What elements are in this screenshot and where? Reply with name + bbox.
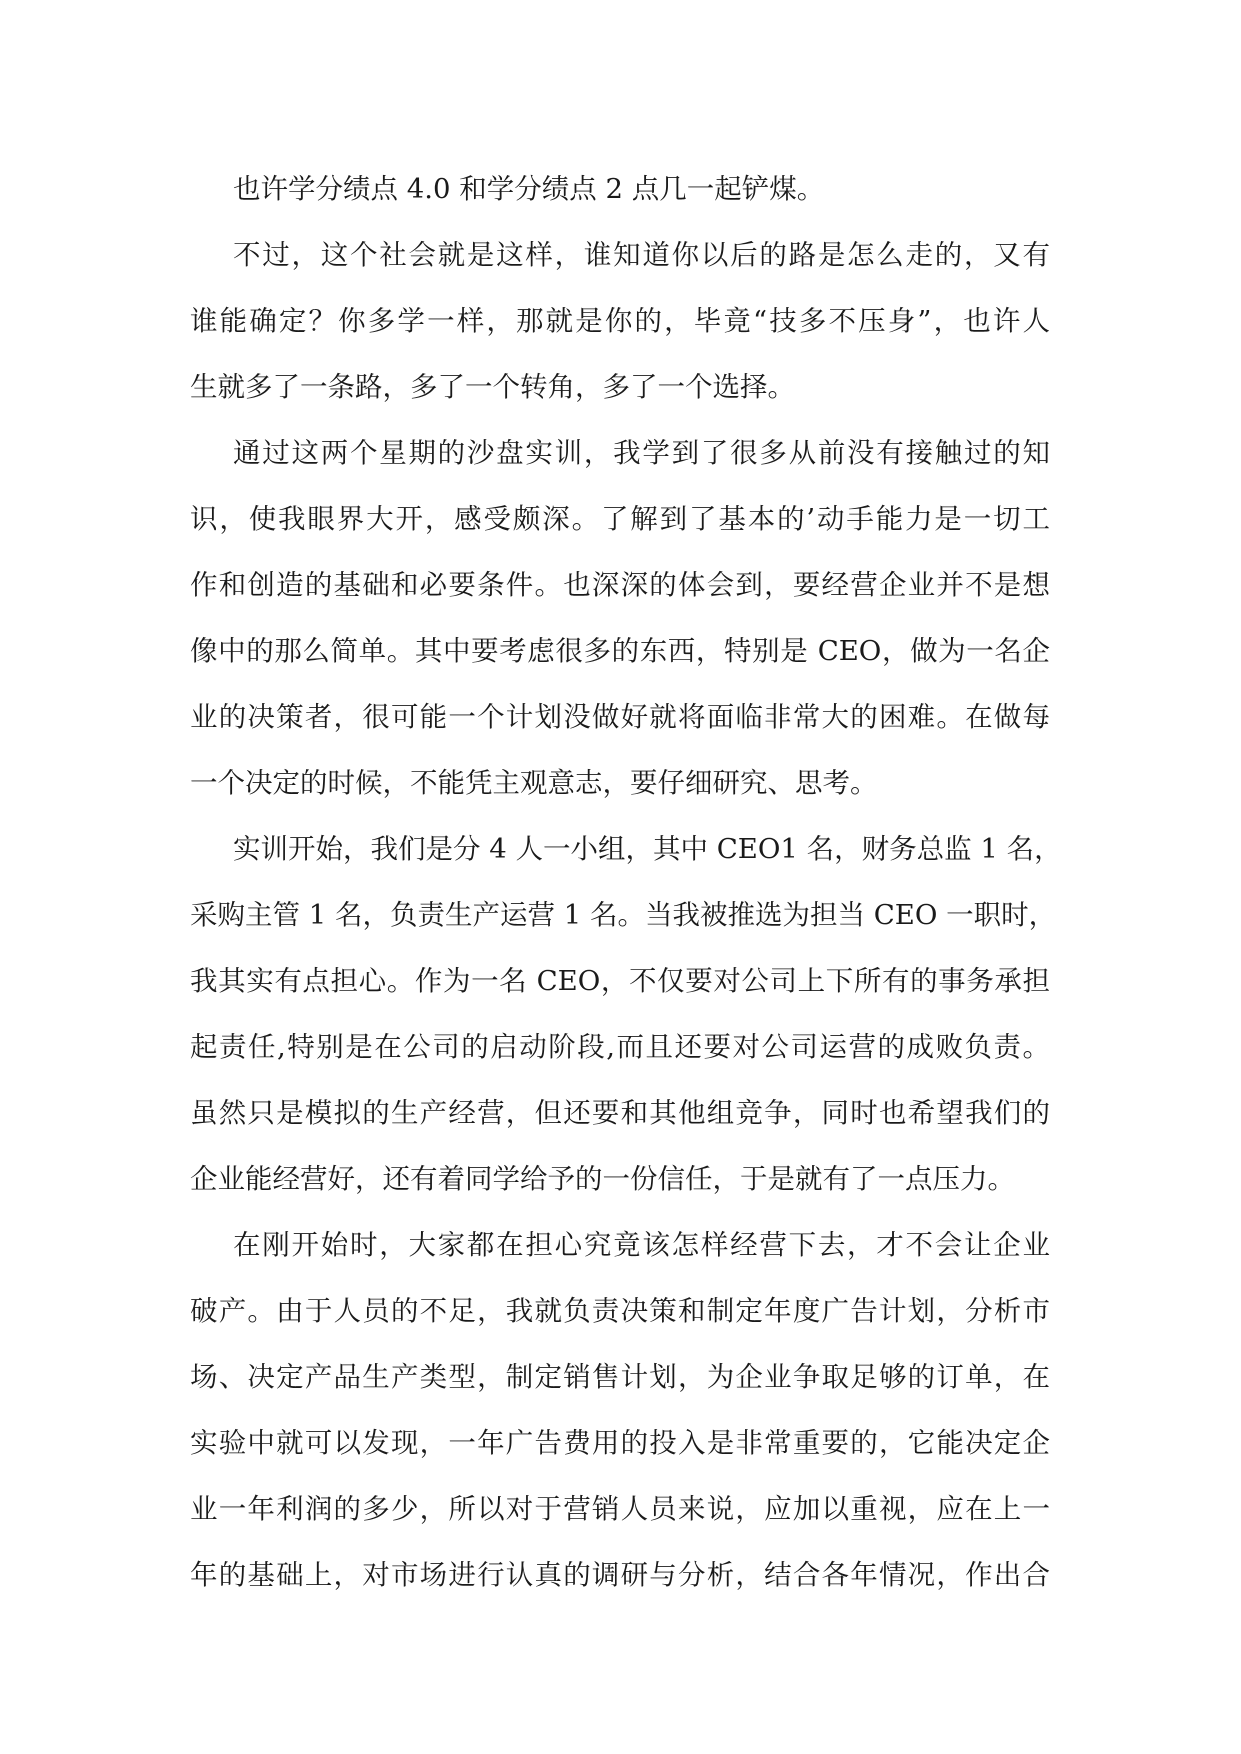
text-line: 虽然只是模拟的生产经营，但还要和其他组竞争，同时也希望我们的 — [190, 1097, 1050, 1129]
text-line: 在刚开始时，大家都在担心究竟该怎样经营下去，才不会让企业 — [233, 1229, 1050, 1261]
text-line: 实训开始，我们是分 4 人一小组，其中 CEO1 名，财务总监 1 名， — [233, 833, 1062, 865]
text-line: 我其实有点担心。作为一名 CEO，不仅要对公司上下所有的事务承担 — [190, 965, 1050, 997]
text-line: 实验中就可以发现，一年广告费用的投入是非常重要的，它能决定企 — [190, 1427, 1050, 1459]
text-line: 场、决定产品生产类型，制定销售计划，为企业争取足够的订单，在 — [190, 1361, 1050, 1393]
text-line: 起责任,特别是在公司的启动阶段,而且还要对公司运营的成败负责。 — [190, 1031, 1050, 1063]
text-line: 破产。由于人员的不足，我就负责决策和制定年度广告计划，分析市 — [190, 1295, 1050, 1327]
text-line: 谁能确定？你多学一样，那就是你的，毕竟“技多不压身”，也许人 — [190, 305, 1050, 337]
text-line: 作和创造的基础和必要条件。也深深的体会到，要经营企业并不是想 — [190, 569, 1050, 601]
text-line: 识，使我眼界大开，感受颇深。了解到了基本的’动手能力是一切工 — [190, 503, 1050, 535]
text-line: 生就多了一条路，多了一个转角，多了一个选择。 — [190, 371, 795, 403]
text-line: 通过这两个星期的沙盘实训，我学到了很多从前没有接触过的知 — [233, 437, 1050, 469]
text-line: 也许学分绩点 4.0 和学分绩点 2 点几一起铲煤。 — [233, 173, 825, 205]
text-line: 业的决策者，很可能一个计划没做好就将面临非常大的困难。在做每 — [190, 701, 1050, 733]
text-line: 企业能经营好，还有着同学给予的一份信任，于是就有了一点压力。 — [190, 1163, 1015, 1195]
document-body — [190, 156, 1062, 1608]
text-line: 不过，这个社会就是这样，谁知道你以后的路是怎么走的，又有 — [233, 239, 1050, 271]
text-line: 一个决定的时候，不能凭主观意志，要仔细研究、思考。 — [190, 767, 878, 799]
text-line: 像中的那么简单。其中要考虑很多的东西，特别是 CEO，做为一名企 — [190, 635, 1050, 667]
text-line: 年的基础上，对市场进行认真的调研与分析，结合各年情况，作出合 — [190, 1559, 1050, 1591]
text-line: 业一年利润的多少，所以对于营销人员来说，应加以重视，应在上一 — [190, 1493, 1050, 1525]
text-line: 采购主管 1 名，负责生产运营 1 名。当我被推选为担当 CEO 一职时， — [190, 899, 1057, 931]
